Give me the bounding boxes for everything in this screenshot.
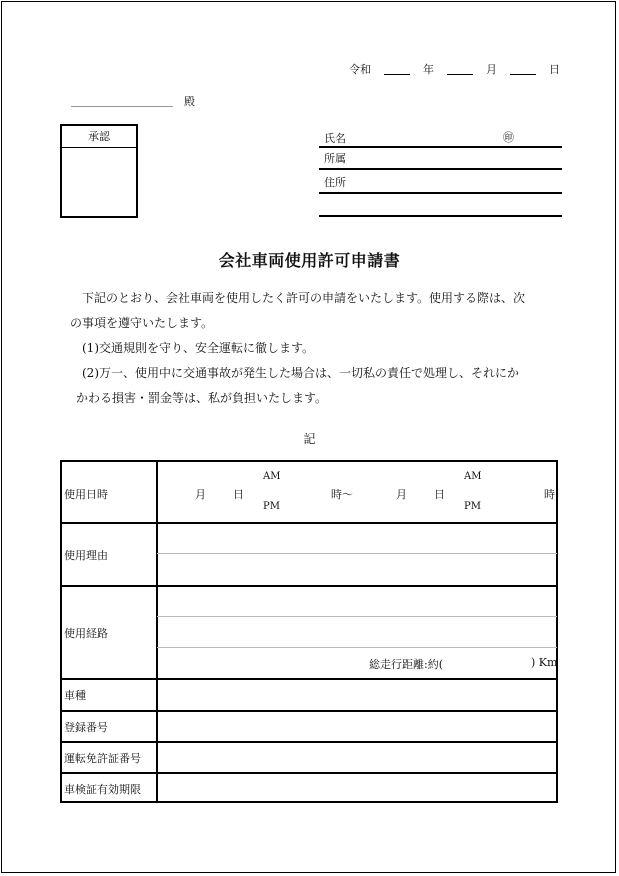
day-label: 日	[549, 63, 560, 76]
approval-label: 承認	[62, 126, 136, 148]
row-divider	[61, 710, 557, 712]
registration-field[interactable]	[158, 713, 556, 740]
row-divider	[61, 678, 557, 680]
vehicle-type-field[interactable]	[158, 681, 556, 709]
body-item-1: (1)交通規則を守り、安全運転に徹します。	[82, 341, 315, 355]
inspection-label: 車検証有効期限	[64, 783, 141, 796]
body-text	[70, 286, 570, 411]
end-hour-label: 時	[544, 488, 555, 501]
row-divider	[61, 741, 557, 743]
end-month-label: 月	[396, 488, 407, 501]
end-day-label: 日	[434, 488, 445, 501]
era-label: 令和	[349, 63, 371, 76]
year-label: 年	[423, 63, 434, 76]
affiliation-line[interactable]	[319, 168, 562, 170]
start-am-label[interactable]: AM	[263, 471, 281, 482]
document-title: 会社車両使用許可申請書	[218, 251, 401, 270]
affiliation-label: 所属	[324, 152, 346, 165]
row-divider	[61, 772, 557, 774]
addressee-field[interactable]	[71, 106, 173, 107]
registration-label: 登録番号	[64, 721, 108, 734]
end-pm-label[interactable]: PM	[464, 501, 481, 512]
inspection-field[interactable]	[158, 775, 556, 802]
name-line[interactable]	[319, 146, 562, 148]
ki-label: 記	[303, 432, 316, 446]
day-field[interactable]	[510, 74, 536, 75]
body-line-1: 下記のとおり、会社車両を使用したく許可の申請をいたします。使用する際は、次	[82, 291, 526, 305]
start-day-label: 日	[233, 488, 244, 501]
route-field[interactable]	[158, 587, 556, 647]
addressee-suffix: 殿	[184, 95, 195, 108]
seal-icon: ㊞	[503, 131, 514, 144]
year-field[interactable]	[384, 74, 410, 75]
approval-stamp-area[interactable]	[62, 148, 136, 214]
vehicle-type-label: 車種	[64, 689, 86, 702]
distance-field[interactable]	[458, 652, 528, 672]
approval-box	[60, 124, 138, 218]
address-line-2[interactable]	[319, 215, 562, 217]
body-line-2: の事項を遵守いたします。	[70, 316, 214, 330]
license-label: 運転免許証番号	[64, 752, 141, 765]
body-item-2-line-1: (2)万一、使用中に交通事故が発生した場合は、一切私の責任で処理し、それにか	[82, 366, 520, 380]
name-label: 氏名	[324, 132, 346, 145]
reason-field[interactable]	[158, 524, 556, 584]
start-month-label: 月	[195, 488, 206, 501]
end-am-label[interactable]: AM	[464, 471, 482, 482]
month-label: 月	[486, 63, 497, 76]
distance-suffix: ) Km	[531, 656, 558, 669]
start-pm-label[interactable]: PM	[263, 501, 280, 512]
body-item-2-line-2: かわる損害・罰金等は、私が負担いたします。	[76, 391, 328, 405]
reason-label: 使用理由	[64, 549, 108, 562]
address-label: 住所	[324, 176, 346, 189]
address-line[interactable]	[319, 192, 562, 194]
distance-prefix: 総走行距離:約(	[369, 658, 443, 671]
license-field[interactable]	[158, 744, 556, 771]
route-label: 使用経路	[64, 627, 108, 640]
route-inner-line	[157, 647, 557, 648]
month-field[interactable]	[447, 74, 473, 75]
hour-to-label: 時～	[331, 488, 353, 501]
use-datetime-label: 使用日時	[64, 488, 108, 501]
